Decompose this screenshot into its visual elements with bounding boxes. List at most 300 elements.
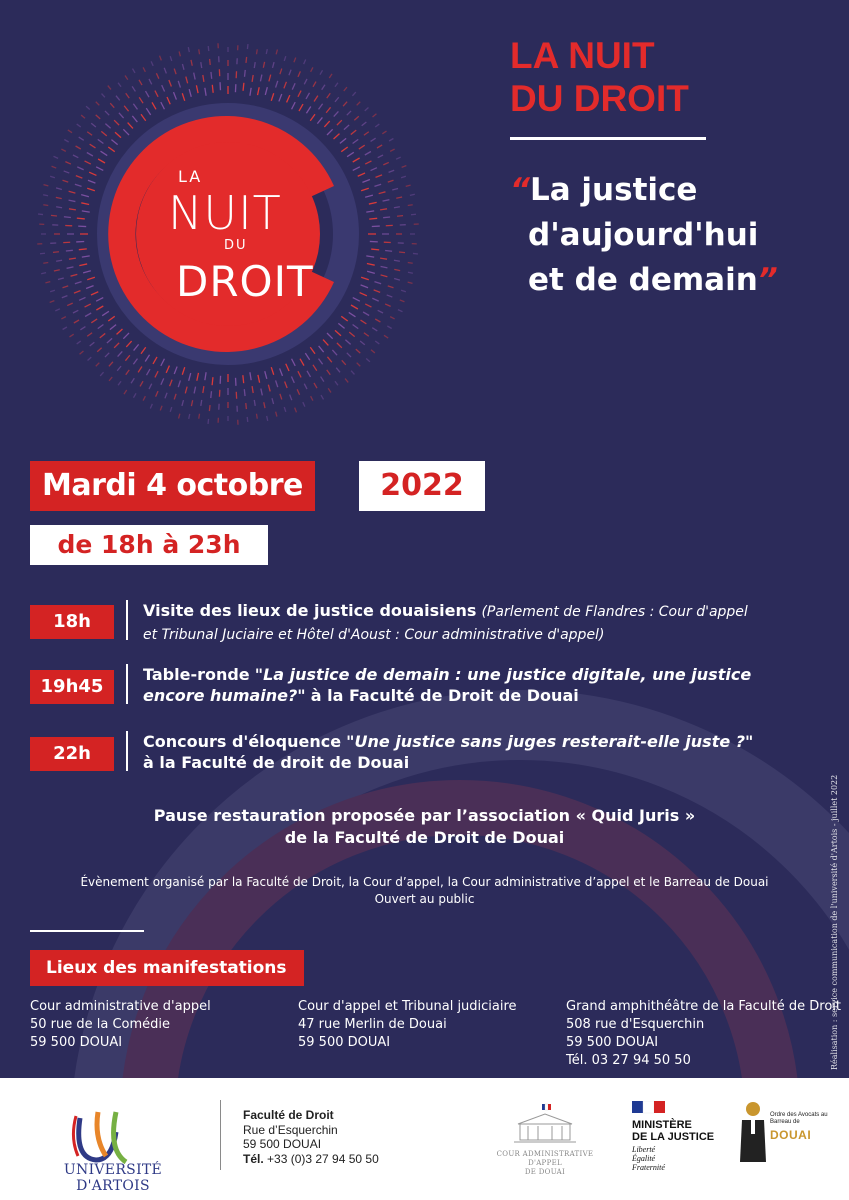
firework-ray xyxy=(182,93,184,101)
firework-ray xyxy=(170,407,172,412)
firework-ray xyxy=(284,56,286,61)
firework-ray xyxy=(146,91,150,97)
firework-ray xyxy=(280,394,282,400)
firework-ray xyxy=(263,62,264,68)
firework-ray xyxy=(402,166,407,168)
venues-heading: Lieux des manifestations xyxy=(30,950,304,986)
firework-ray xyxy=(199,414,200,419)
firework-ray xyxy=(118,381,121,385)
firework-ray xyxy=(109,362,113,366)
firework-ray xyxy=(361,320,367,324)
firework-ray xyxy=(124,106,128,111)
firework-ray xyxy=(96,115,100,119)
firework-ray xyxy=(408,262,413,263)
firework-ray xyxy=(376,175,383,178)
firework-ray xyxy=(292,102,296,109)
firework-ray xyxy=(387,295,393,297)
firework-ray xyxy=(291,377,294,383)
logo-text-nuit: NUIT xyxy=(168,186,282,240)
firework-ray xyxy=(79,249,87,250)
firework-ray xyxy=(310,114,315,120)
firework-ray xyxy=(337,120,342,125)
firework-ray xyxy=(295,408,297,413)
firework-ray xyxy=(205,372,206,380)
firework-ray xyxy=(271,367,273,375)
schedule-lead: Table-ronde xyxy=(143,665,250,684)
firework-ray xyxy=(101,131,106,135)
firework-ray xyxy=(212,85,213,93)
firework-ray xyxy=(211,72,212,79)
firework-ray xyxy=(143,67,145,71)
credit-line: Réalisation : service communication de l'université d'Artois - juillet 2022 xyxy=(830,774,839,1070)
firework-ray xyxy=(75,184,82,186)
firework-ray xyxy=(401,176,406,178)
firework-ray xyxy=(161,102,165,109)
firework-ray xyxy=(123,129,129,135)
firework-ray xyxy=(38,214,43,215)
firework-ray xyxy=(297,389,299,394)
schedule-title: Visite des lieux de justice douaisiens xyxy=(143,601,477,620)
firework-ray xyxy=(265,87,267,95)
firework-ray xyxy=(399,252,405,253)
firework-ray xyxy=(266,49,267,54)
firework-ray xyxy=(371,249,379,250)
firework-ray xyxy=(107,338,112,343)
firework-ray xyxy=(334,134,340,139)
firework-ray xyxy=(398,310,403,312)
firework-ray xyxy=(153,357,157,364)
firework-ray xyxy=(124,390,127,394)
firework-ray xyxy=(294,58,296,63)
firework-ray xyxy=(313,365,317,371)
firework-ray xyxy=(63,327,67,330)
firework-ray xyxy=(336,368,340,373)
schedule-text xyxy=(143,664,843,706)
firework-ray xyxy=(83,271,91,273)
firework-ray xyxy=(351,305,358,309)
firework-ray xyxy=(90,342,95,346)
firework-ray xyxy=(174,92,177,99)
firework-ray xyxy=(56,197,62,198)
firework-ray xyxy=(209,405,210,411)
firework-ray xyxy=(413,253,418,254)
firework-ray xyxy=(91,123,96,127)
firework-ray xyxy=(98,139,104,143)
firework-ray xyxy=(304,79,307,84)
firework-ray xyxy=(182,367,184,375)
firework-ray xyxy=(63,180,69,182)
firework-ray xyxy=(160,56,162,61)
firework-ray xyxy=(156,391,158,396)
caa-line1: COUR ADMINISTRATIVE D'APPEL xyxy=(496,1150,594,1167)
ministry-logo xyxy=(632,1100,732,1172)
firework-ray xyxy=(273,62,275,68)
firework-ray xyxy=(381,275,388,277)
firework-ray xyxy=(335,330,341,335)
bar-association-text: Ordre des Avocats au Barreau de xyxy=(770,1112,828,1125)
schedule-place: à la Faculté de droit de Douai xyxy=(143,753,410,772)
firework-ray xyxy=(280,368,283,375)
firework-ray xyxy=(328,388,331,392)
faculty-street: Rue d’Esquerchin xyxy=(243,1122,338,1137)
venue-city: 59 500 DOUAI xyxy=(30,1035,123,1050)
firework-ray xyxy=(41,273,46,274)
firework-ray xyxy=(174,69,176,75)
firework-ray xyxy=(182,400,184,406)
firework-ray xyxy=(354,116,358,120)
firework-ray xyxy=(102,94,105,98)
firework-ray xyxy=(138,367,142,373)
firework-ray xyxy=(271,93,273,101)
firework-ray xyxy=(374,290,381,293)
firework-ray xyxy=(335,381,338,385)
firework-ray xyxy=(179,51,180,56)
firework-ray xyxy=(85,313,91,317)
firework-ray xyxy=(342,360,346,364)
firework-ray xyxy=(353,158,360,162)
firework-ray xyxy=(307,371,311,377)
firework-ray xyxy=(203,75,204,82)
logo-text-la: LA xyxy=(178,167,203,186)
firework-ray xyxy=(411,214,416,215)
firework-ray xyxy=(351,130,356,134)
firework-ray xyxy=(102,311,109,315)
firework-ray xyxy=(80,327,85,330)
firework-ray xyxy=(91,319,97,323)
firework-ray xyxy=(85,161,91,164)
firework-ray xyxy=(332,350,337,355)
firework-ray xyxy=(383,217,390,218)
schedule-divider xyxy=(126,731,128,771)
firework-ray xyxy=(108,86,111,90)
firework-ray xyxy=(62,296,68,298)
close-quote: ” xyxy=(757,262,778,298)
catering-line1: Pause restauration proposée par l’association « Quid Juris » xyxy=(153,806,696,825)
firework-ray xyxy=(76,146,81,149)
firework-ray xyxy=(389,170,395,172)
headline-line1: LA NUIT xyxy=(510,35,655,76)
theme-quote xyxy=(510,168,778,303)
firework-ray xyxy=(319,104,323,110)
firework-ray xyxy=(133,104,137,110)
firework-ray xyxy=(100,333,105,337)
footer-divider xyxy=(220,1100,221,1170)
firework-ray xyxy=(146,108,150,115)
courthouse-icon xyxy=(510,1102,580,1146)
firework-ray xyxy=(334,111,339,116)
firework-ray xyxy=(345,340,350,345)
firework-ray xyxy=(77,341,81,344)
schedule-detail: (Parlement de Flandres : Cour d'appel xyxy=(481,604,748,620)
firework-ray xyxy=(371,350,375,353)
ministry-motto2: Égalité xyxy=(632,1154,656,1163)
firework-ray xyxy=(76,176,83,179)
firework-ray xyxy=(327,370,331,375)
firework-ray xyxy=(352,92,355,96)
firework-ray xyxy=(69,258,76,259)
firework-ray xyxy=(267,416,268,421)
firework-ray xyxy=(246,403,247,409)
firework-ray xyxy=(361,285,368,288)
firework-ray xyxy=(40,253,45,254)
schedule-divider xyxy=(126,600,128,640)
firework-ray xyxy=(45,282,50,283)
firework-ray xyxy=(161,378,164,384)
firework-ray xyxy=(170,56,172,61)
firework-ray xyxy=(304,384,307,389)
firework-ray xyxy=(67,267,74,268)
firework-ray xyxy=(119,113,124,118)
firework-ray xyxy=(340,138,346,143)
firework-ray xyxy=(105,124,110,129)
firework-ray xyxy=(126,93,130,98)
firework-ray xyxy=(335,97,339,102)
firework-ray xyxy=(300,359,304,366)
firework-ray xyxy=(56,188,62,190)
firework-ray xyxy=(77,218,85,219)
firework-ray xyxy=(353,167,360,171)
firework-ray xyxy=(43,262,48,263)
firework-ray xyxy=(139,97,143,103)
firework-ray xyxy=(140,381,143,386)
firework-ray xyxy=(380,209,387,210)
firework-ray xyxy=(338,323,344,328)
firework-ray xyxy=(394,269,400,270)
schedule-detail-2: et Tribunal Juciaire et Hôtel d'Aoust : Cour administrative d'appel) xyxy=(143,627,605,643)
firework-ray xyxy=(369,218,377,219)
firework-ray xyxy=(321,377,324,382)
firework-ray xyxy=(73,310,78,313)
firework-ray xyxy=(362,180,369,183)
firework-ray xyxy=(394,260,400,261)
firework-ray xyxy=(258,375,260,383)
venue-name: Cour administrative d'appel xyxy=(30,999,211,1014)
firework-ray xyxy=(186,77,188,84)
venue-street: 50 rue de la Comédie xyxy=(30,1017,171,1032)
firework-ray xyxy=(63,286,69,288)
schedule-text xyxy=(143,731,843,773)
schedule-place: à la Faculté de Droit de Douai xyxy=(310,686,579,705)
firework-ray xyxy=(313,82,316,87)
firework-ray xyxy=(375,319,380,322)
firework-ray xyxy=(269,75,271,82)
firework-ray xyxy=(115,132,121,137)
firework-ray xyxy=(341,147,347,152)
firework-ray xyxy=(43,205,48,206)
firework-ray xyxy=(247,417,248,422)
theme-line3: et de demain xyxy=(528,262,758,298)
firework-ray xyxy=(67,303,72,305)
firework-ray xyxy=(88,357,92,360)
catering-note xyxy=(0,805,849,849)
firework-ray xyxy=(191,60,192,66)
firework-ray xyxy=(365,108,369,111)
firework-ray xyxy=(379,192,386,194)
firework-ray xyxy=(56,207,62,208)
headline-line2: DU DROIT xyxy=(510,78,689,119)
bar-association-city: DOUAI xyxy=(770,1128,812,1142)
firework-ray xyxy=(134,344,139,350)
firework-ray xyxy=(210,59,211,65)
firework-ray xyxy=(365,152,371,156)
firework-ray xyxy=(69,191,76,193)
firework-ray xyxy=(189,414,190,419)
firework-ray xyxy=(324,121,329,127)
firework-ray xyxy=(208,46,209,51)
headline-divider xyxy=(510,137,706,140)
firework-ray xyxy=(247,44,248,49)
firework-ray xyxy=(388,180,394,182)
firework-ray xyxy=(174,394,176,400)
firework-ray xyxy=(367,271,375,273)
firework-ray xyxy=(363,312,369,316)
firework-ray xyxy=(375,341,379,344)
firework-ray xyxy=(310,347,315,353)
firework-ray xyxy=(69,334,73,337)
firework-ray xyxy=(244,389,245,396)
firework-ray xyxy=(125,75,128,79)
firework-ray xyxy=(261,389,262,396)
firework-ray xyxy=(43,195,48,196)
firework-ray xyxy=(55,309,60,311)
firework-ray xyxy=(377,145,382,148)
firework-ray xyxy=(170,380,173,387)
firework-ray xyxy=(382,131,386,134)
firework-ray xyxy=(44,185,49,186)
firework-ray xyxy=(189,89,191,97)
firework-ray xyxy=(82,211,90,212)
firework-ray xyxy=(319,359,323,365)
firework-ray xyxy=(53,252,59,253)
firework-ray xyxy=(396,157,401,159)
ministry-motto3: Fraternité xyxy=(632,1163,665,1172)
firework-ray xyxy=(256,414,257,419)
firework-ray xyxy=(132,86,135,91)
schedule-divider xyxy=(126,664,128,704)
firework-ray xyxy=(400,300,405,302)
theme-line2: d'aujourd'hui xyxy=(528,217,759,253)
firework-ray xyxy=(314,383,317,388)
firework-ray xyxy=(276,412,277,417)
firework-ray xyxy=(96,298,103,302)
firework-ray xyxy=(356,349,360,353)
firework-ray xyxy=(327,333,333,339)
faculty-phone-label: Tél. xyxy=(243,1151,264,1166)
firework-ray xyxy=(196,85,198,93)
firework-ray xyxy=(311,396,313,400)
firework-ray xyxy=(87,277,95,279)
firework-ray xyxy=(371,138,376,141)
firework-ray xyxy=(243,375,244,383)
firework-ray xyxy=(322,85,325,90)
firework-ray xyxy=(314,96,318,102)
firework-ray xyxy=(268,385,270,392)
open-quote: “ xyxy=(510,172,530,208)
firework-ray xyxy=(211,391,212,398)
firework-ray xyxy=(91,292,98,295)
firework-ray xyxy=(203,386,204,393)
firework-ray xyxy=(65,162,70,164)
firework-ray xyxy=(68,130,72,133)
firework-ray xyxy=(357,363,361,367)
firework-ray xyxy=(212,377,213,385)
firework-ray xyxy=(66,250,73,251)
organisers-line2: Ouvert au public xyxy=(374,892,475,906)
firework-ray xyxy=(97,348,101,352)
firework-ray xyxy=(371,168,377,171)
firework-ray xyxy=(366,358,370,361)
firework-ray xyxy=(365,161,371,164)
firework-ray xyxy=(64,140,68,143)
firework-ray xyxy=(105,111,109,115)
firework-ray xyxy=(52,166,57,168)
firework-ray xyxy=(74,320,79,323)
firework-ray xyxy=(179,414,180,419)
firework-ray xyxy=(149,79,152,84)
schedule-time-badge: 18h xyxy=(30,605,114,639)
firework-ray xyxy=(260,75,261,82)
firework-ray xyxy=(329,74,332,78)
firework-ray xyxy=(401,290,406,292)
catering-line2: de la Faculté de Droit de Douai xyxy=(284,828,565,847)
firework-ray xyxy=(147,369,151,375)
firework-ray xyxy=(80,351,84,354)
firework-ray xyxy=(279,94,282,101)
firework-ray xyxy=(394,279,400,281)
firework-ray xyxy=(303,402,305,407)
firework-ray xyxy=(246,57,247,63)
firework-ray xyxy=(64,217,71,218)
firework-ray xyxy=(77,124,81,127)
firework-ray xyxy=(208,419,209,424)
schedule-lead: Concours d'éloquence xyxy=(143,732,342,751)
firework-ray xyxy=(397,216,403,217)
caa-logo xyxy=(480,1102,610,1177)
schedule-quote: "La justice de demain : une justice digitale, une justice xyxy=(254,665,752,684)
firework-ray xyxy=(161,359,165,366)
firework-ray xyxy=(134,393,137,397)
venue-block xyxy=(30,998,211,1052)
firework-ray xyxy=(408,205,413,206)
university-name: UNIVERSITÉ D'ARTOIS xyxy=(63,1162,163,1194)
firework-ray xyxy=(347,111,351,115)
faculty-city: 59 500 DOUAI xyxy=(243,1137,322,1151)
bar-association-logo xyxy=(738,1100,848,1168)
firework-ray xyxy=(353,139,359,143)
firework-ray xyxy=(394,207,400,208)
firework-ray xyxy=(362,122,367,126)
firework-ray xyxy=(151,61,153,66)
firework-ray xyxy=(69,209,76,210)
firework-ray xyxy=(381,266,388,267)
logo-text-droit: DROIT xyxy=(176,257,314,306)
firework-ray xyxy=(81,195,89,197)
firework-ray xyxy=(90,144,96,148)
firework-ray xyxy=(374,282,381,284)
firework-ray xyxy=(116,96,120,101)
firework-ray xyxy=(298,71,300,76)
firework-ray xyxy=(118,351,123,356)
firework-ray xyxy=(79,137,84,140)
firework-ray xyxy=(133,359,137,365)
firework-ray xyxy=(101,151,108,155)
firework-ray xyxy=(284,82,287,89)
firework-ray xyxy=(81,203,89,205)
firework-ray xyxy=(197,373,199,381)
firework-ray xyxy=(320,70,323,74)
firework-ray xyxy=(265,371,267,379)
firework-ray xyxy=(98,159,105,163)
